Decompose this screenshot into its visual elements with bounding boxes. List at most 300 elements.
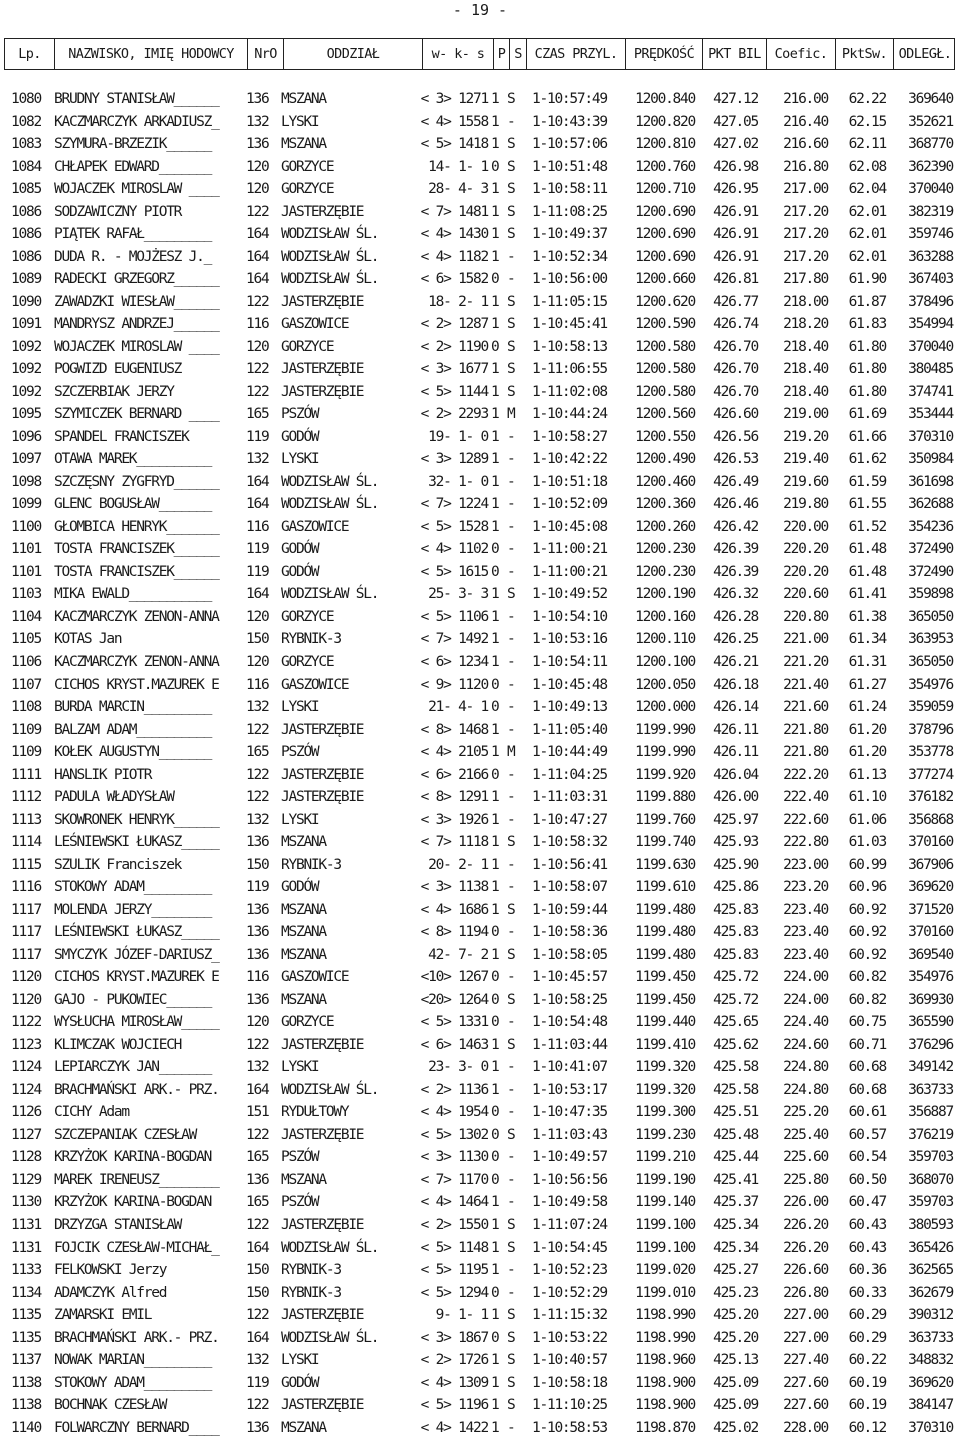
cell-bil: 426.28	[713, 608, 758, 625]
cell-p: 1	[491, 721, 499, 738]
cell-bil: 426.91	[713, 226, 758, 243]
cell-dist: 365426	[908, 1239, 953, 1256]
cell-time: 1-10:53:17	[532, 1081, 607, 1098]
cell-name: CICHOS KRYST.MAZUREK E	[54, 676, 219, 693]
cell-nro: 136	[246, 924, 269, 941]
cell-branch: MSZANA	[281, 834, 326, 851]
cell-bil: 425.20	[713, 1329, 758, 1346]
cell-wks: < 4> 1558	[420, 113, 488, 130]
cell-time: 1-10:56:56	[532, 1171, 607, 1188]
cell-wks: < 4> 1430	[420, 226, 488, 243]
cell-wks: 32- 1- 0	[428, 473, 488, 490]
cell-p: 1	[491, 1194, 499, 1211]
table-row	[0, 764, 960, 786]
table-row	[0, 178, 960, 200]
cell-bil: 425.48	[713, 1126, 758, 1143]
cell-bil: 425.44	[713, 1149, 758, 1166]
cell-bil: 425.72	[713, 969, 758, 986]
table-row	[0, 741, 960, 763]
cell-wks: < 5> 1331	[420, 1014, 488, 1031]
cell-branch: GASZOWICE	[281, 969, 349, 986]
cell-wks: < 5> 1195	[420, 1262, 488, 1279]
cell-speed: 1200.840	[635, 91, 695, 107]
cell-s: S	[507, 1126, 515, 1143]
table-row	[0, 651, 960, 673]
cell-name: WYSŁUCHA MIROSŁAW_____	[54, 1014, 219, 1031]
cell-time: 1-10:58:11	[532, 181, 607, 198]
cell-dist: 371520	[908, 901, 953, 918]
cell-lp: 1131	[11, 1239, 41, 1256]
cell-wks: < 2> 1726	[420, 1352, 488, 1369]
cell-s: -	[507, 631, 515, 648]
cell-p: 1	[491, 1059, 499, 1076]
cell-time: 1-11:07:24	[532, 1217, 607, 1233]
cell-dist: 370160	[908, 924, 953, 941]
cell-p: 0	[491, 338, 499, 355]
cell-nro: 136	[246, 834, 269, 851]
cell-nro: 165	[246, 1149, 269, 1166]
cell-wks: < 5> 1148	[420, 1239, 488, 1256]
cell-wks: <20> 1264	[420, 991, 488, 1008]
cell-nro: 122	[246, 789, 269, 806]
cell-branch: JASTERZĘBIE	[281, 789, 364, 806]
cell-lp: 1085	[11, 181, 41, 198]
cell-wks: < 6> 1234	[420, 654, 488, 670]
cell-wks: 14- 1- 1	[428, 158, 488, 175]
cell-lp: 1134	[11, 1284, 41, 1301]
cell-pktsw: 61.83	[848, 316, 886, 333]
cell-time: 1-10:44:49	[532, 744, 607, 761]
cell-lp: 1140	[11, 1419, 41, 1436]
cell-pktsw: 61.52	[848, 518, 886, 535]
table-row	[0, 1349, 960, 1371]
cell-speed: 1199.010	[635, 1284, 695, 1301]
table-row	[0, 1304, 960, 1326]
cell-p: 1	[491, 856, 499, 873]
cell-pktsw: 60.92	[848, 946, 886, 963]
cell-s: S	[507, 991, 515, 1008]
cell-time: 1-10:49:58	[532, 1194, 607, 1211]
cell-coef: 218.40	[783, 338, 828, 355]
cell-pktsw: 61.55	[848, 496, 886, 513]
cell-dist: 362679	[908, 1284, 953, 1301]
cell-time: 1-10:58:27	[532, 428, 607, 445]
cell-p: 0	[491, 563, 499, 580]
cell-dist: 372490	[908, 541, 953, 558]
cell-lp: 1117	[11, 901, 41, 918]
cell-time: 1-10:45:08	[532, 518, 607, 535]
cell-bil: 425.51	[713, 1104, 758, 1121]
cell-speed: 1200.620	[635, 293, 695, 310]
cell-nro: 164	[246, 473, 269, 490]
cell-lp: 1130	[11, 1194, 41, 1211]
cell-p: 1	[491, 744, 499, 761]
cell-name: SMYCZYK JÓZEF-DARIUSZ_	[54, 946, 219, 963]
cell-p: 0	[491, 541, 499, 558]
cell-name: SZYMURA-BRZEZIK______	[54, 136, 212, 153]
cell-nro: 116	[246, 969, 269, 986]
cell-nro: 165	[246, 406, 269, 423]
cell-branch: MSZANA	[281, 136, 326, 153]
cell-nro: 119	[246, 1374, 269, 1391]
cell-p: 0	[491, 1104, 499, 1121]
cell-coef: 226.00	[783, 1194, 828, 1211]
cell-s: S	[507, 158, 515, 175]
cell-bil: 425.02	[713, 1419, 758, 1436]
cell-speed: 1199.450	[635, 991, 695, 1008]
cell-wks: < 5> 1302	[420, 1126, 488, 1143]
cell-coef: 225.20	[783, 1104, 828, 1121]
cell-lp: 1126	[11, 1104, 41, 1121]
cell-p: 0	[491, 676, 499, 693]
cell-lp: 1086	[11, 226, 41, 243]
cell-bil: 425.09	[713, 1374, 758, 1391]
cell-speed: 1199.100	[635, 1239, 695, 1256]
cell-coef: 226.20	[783, 1239, 828, 1256]
cell-name: KACZMARCZYK ZENON-ANNA	[54, 608, 219, 625]
cell-nro: 164	[246, 248, 269, 265]
header-time: CZAS PRZYL.	[527, 39, 626, 69]
cell-nro: 116	[246, 518, 269, 535]
cell-s: -	[507, 1081, 515, 1098]
cell-bil: 425.65	[713, 1014, 758, 1031]
cell-branch: JASTERZĘBIE	[281, 721, 364, 738]
cell-lp: 1120	[11, 991, 41, 1008]
cell-s: S	[507, 226, 515, 243]
cell-coef: 217.20	[783, 203, 828, 220]
cell-p: 1	[491, 1081, 499, 1098]
cell-wks: < 5> 1418	[420, 136, 488, 153]
cell-s: -	[507, 1171, 515, 1188]
cell-pktsw: 60.29	[848, 1329, 886, 1346]
cell-lp: 1105	[11, 631, 41, 648]
cell-p: 1	[491, 811, 499, 828]
cell-branch: GORZYCE	[281, 654, 334, 670]
cell-wks: < 3> 1138	[420, 879, 488, 896]
cell-branch: MSZANA	[281, 1171, 326, 1188]
cell-s: S	[507, 338, 515, 355]
cell-bil: 426.21	[713, 654, 758, 670]
cell-name: KRZYŻOK KARINA-BOGDAN	[54, 1149, 212, 1166]
cell-dist: 363733	[908, 1081, 953, 1098]
cell-time: 1-10:42:22	[532, 451, 607, 468]
cell-time: 1-10:54:11	[532, 654, 607, 670]
cell-branch: JASTERZĘBIE	[281, 203, 364, 220]
cell-speed: 1200.230	[635, 563, 695, 580]
cell-name: POGWIZD EUGENIUSZ	[54, 361, 182, 378]
cell-branch: JASTERZĘBIE	[281, 1036, 364, 1053]
cell-p: 1	[491, 879, 499, 896]
header-p: P	[494, 39, 510, 69]
cell-time: 1-10:49:57	[532, 1149, 607, 1166]
cell-pktsw: 62.01	[848, 226, 886, 243]
cell-coef: 220.80	[783, 608, 828, 625]
cell-dist: 378496	[908, 293, 953, 310]
cell-p: 1	[491, 361, 499, 378]
cell-speed: 1199.440	[635, 1014, 695, 1031]
cell-time: 1-10:44:24	[532, 406, 607, 423]
cell-time: 1-11:00:21	[532, 563, 607, 580]
cell-time: 1-10:53:16	[532, 631, 607, 648]
cell-name: KLIMCZAK WOJCIECH	[54, 1036, 182, 1053]
cell-dist: 382319	[908, 203, 953, 220]
cell-dist: 374741	[908, 383, 953, 400]
cell-name: CHŁAPEK EDWARD_______	[54, 158, 212, 175]
cell-pktsw: 62.08	[848, 158, 886, 175]
cell-coef: 227.00	[783, 1307, 828, 1324]
cell-time: 1-11:03:44	[532, 1036, 607, 1053]
cell-wks: < 2> 2293	[420, 406, 488, 423]
cell-branch: GORZYCE	[281, 158, 334, 175]
cell-dist: 368770	[908, 136, 953, 153]
cell-bil: 426.53	[713, 451, 758, 468]
cell-p: 0	[491, 271, 499, 288]
cell-branch: WODZISŁAW ŚL.	[281, 473, 379, 490]
cell-branch: RYBNIK-3	[281, 631, 341, 648]
cell-name: DRZYZGA STANISŁAW	[54, 1217, 182, 1233]
table-row	[0, 246, 960, 268]
cell-branch: LYSKI	[281, 113, 319, 130]
cell-speed: 1199.300	[635, 1104, 695, 1121]
cell-time: 1-10:45:41	[532, 316, 607, 333]
cell-bil: 426.70	[713, 338, 758, 355]
cell-wks: < 4> 1464	[420, 1194, 488, 1211]
table-row	[0, 1124, 960, 1146]
cell-nro: 120	[246, 181, 269, 198]
table-row	[0, 1372, 960, 1394]
cell-lp: 1080	[11, 91, 41, 107]
cell-time: 1-10:58:53	[532, 1419, 607, 1436]
cell-coef: 219.80	[783, 496, 828, 513]
cell-lp: 1111	[11, 766, 41, 783]
cell-nro: 132	[246, 451, 269, 468]
header-lp: Lp.	[5, 39, 55, 69]
header-name: NAZWISKO, IMIĘ HODOWCY	[55, 39, 248, 69]
cell-nro: 136	[246, 991, 269, 1008]
cell-coef: 222.20	[783, 766, 828, 783]
table-row	[0, 538, 960, 560]
cell-pktsw: 61.87	[848, 293, 886, 310]
cell-name: BRACHMAŃSKI ARK.- PRZ.	[54, 1329, 219, 1346]
cell-nro: 164	[246, 226, 269, 243]
cell-s: S	[507, 1397, 515, 1414]
cell-time: 1-10:54:45	[532, 1239, 607, 1256]
cell-speed: 1198.960	[635, 1352, 695, 1369]
cell-name: WOJACZEK MIROSLAW ____	[54, 338, 219, 355]
cell-speed: 1199.610	[635, 879, 695, 896]
cell-s: M	[507, 406, 515, 423]
cell-coef: 226.60	[783, 1262, 828, 1279]
cell-wks: 25- 3- 3	[428, 586, 488, 603]
header-dist: ODLEGŁ.	[898, 46, 952, 62]
cell-time: 1-10:49:52	[532, 586, 607, 603]
cell-branch: WODZISŁAW ŚL.	[281, 496, 379, 513]
cell-branch: WODZISŁAW ŚL.	[281, 1329, 379, 1346]
cell-speed: 1200.580	[635, 383, 695, 400]
cell-dist: 367906	[908, 856, 953, 873]
cell-coef: 227.60	[783, 1397, 828, 1414]
cell-name: RADECKI GRZEGORZ______	[54, 271, 219, 288]
cell-bil: 426.56	[713, 428, 758, 445]
cell-lp: 1107	[11, 676, 41, 693]
cell-dist: 370040	[908, 181, 953, 198]
cell-nro: 164	[246, 496, 269, 513]
cell-p: 1	[491, 1352, 499, 1369]
cell-pktsw: 60.68	[848, 1081, 886, 1098]
cell-name: FOLWARCZNY BERNARD____	[54, 1419, 219, 1436]
cell-s: S	[507, 361, 515, 378]
cell-s: -	[507, 496, 515, 513]
cell-name: KRZYŻOK KARINA-BOGDAN	[54, 1194, 212, 1211]
table-row	[0, 831, 960, 853]
cell-coef: 217.00	[783, 181, 828, 198]
cell-wks: 19- 1- 0	[428, 428, 488, 445]
table-row	[0, 1079, 960, 1101]
cell-nro: 132	[246, 1059, 269, 1076]
cell-coef: 218.20	[783, 316, 828, 333]
cell-speed: 1199.990	[635, 744, 695, 761]
cell-bil: 426.70	[713, 383, 758, 400]
cell-pktsw: 61.59	[848, 473, 886, 490]
cell-s: -	[507, 856, 515, 873]
cell-s: S	[507, 901, 515, 918]
cell-pktsw: 61.62	[848, 451, 886, 468]
cell-dist: 356868	[908, 811, 953, 828]
cell-dist: 365050	[908, 654, 953, 670]
cell-p: 1	[491, 91, 499, 107]
cell-time: 1-10:43:39	[532, 113, 607, 130]
cell-time: 1-10:58:36	[532, 924, 607, 941]
cell-speed: 1200.560	[635, 406, 695, 423]
cell-lp: 1109	[11, 744, 41, 761]
cell-dist: 354976	[908, 676, 953, 693]
table-row	[0, 1237, 960, 1259]
cell-s: -	[507, 699, 515, 716]
cell-coef: 217.80	[783, 271, 828, 288]
cell-speed: 1200.660	[635, 271, 695, 288]
cell-branch: MSZANA	[281, 901, 326, 918]
cell-dist: 369540	[908, 946, 953, 963]
cell-s: S	[507, 181, 515, 198]
cell-coef: 216.00	[783, 91, 828, 107]
cell-s: -	[507, 541, 515, 558]
table-row	[0, 674, 960, 696]
cell-speed: 1200.490	[635, 451, 695, 468]
cell-nro: 119	[246, 428, 269, 445]
cell-bil: 425.23	[713, 1284, 758, 1301]
table-row	[0, 133, 960, 155]
table-row	[0, 1191, 960, 1213]
cell-dist: 390312	[908, 1307, 953, 1324]
table-row	[0, 336, 960, 358]
cell-time: 1-10:41:07	[532, 1059, 607, 1076]
cell-lp: 1086	[11, 248, 41, 265]
cell-speed: 1199.740	[635, 834, 695, 851]
cell-name: MANDRYSZ ANDRZEJ______	[54, 316, 219, 333]
cell-dist: 362688	[908, 496, 953, 513]
cell-s: S	[507, 136, 515, 153]
cell-speed: 1199.210	[635, 1149, 695, 1166]
cell-bil: 426.25	[713, 631, 758, 648]
cell-bil: 425.58	[713, 1081, 758, 1098]
cell-coef: 219.40	[783, 451, 828, 468]
cell-wks: < 6> 1582	[420, 271, 488, 288]
cell-speed: 1199.990	[635, 721, 695, 738]
cell-name: LEŚNIEWSKI ŁUKASZ_____	[54, 834, 219, 851]
cell-nro: 164	[246, 271, 269, 288]
cell-speed: 1200.260	[635, 518, 695, 535]
cell-wks: < 2> 1550	[420, 1217, 488, 1233]
cell-pktsw: 61.03	[848, 834, 886, 851]
table-row	[0, 358, 960, 380]
cell-branch: GORZYCE	[281, 1014, 334, 1031]
cell-lp: 1099	[11, 496, 41, 513]
table-row	[0, 111, 960, 133]
cell-p: 1	[491, 608, 499, 625]
cell-s: -	[507, 811, 515, 828]
cell-time: 1-11:04:25	[532, 766, 607, 783]
cell-branch: RYBNIK-3	[281, 1284, 341, 1301]
cell-pktsw: 60.92	[848, 901, 886, 918]
cell-pktsw: 60.12	[848, 1419, 886, 1436]
cell-s: -	[507, 473, 515, 490]
table-row	[0, 966, 960, 988]
cell-bil: 426.81	[713, 271, 758, 288]
cell-time: 1-10:53:22	[532, 1329, 607, 1346]
cell-branch: GASZOWICE	[281, 316, 349, 333]
cell-lp: 1090	[11, 293, 41, 310]
table-row	[0, 921, 960, 943]
cell-dist: 378796	[908, 721, 953, 738]
cell-speed: 1200.710	[635, 181, 695, 198]
cell-time: 1-10:47:35	[532, 1104, 607, 1121]
cell-name: LEPIARCZYK JAN_______	[54, 1059, 212, 1076]
cell-time: 1-10:59:44	[532, 901, 607, 918]
cell-name: KACZMARCZYK ARKADIUSZ_	[54, 113, 219, 130]
cell-pktsw: 62.11	[848, 136, 886, 153]
cell-pktsw: 60.29	[848, 1307, 886, 1324]
cell-dist: 369640	[908, 91, 953, 107]
cell-dist: 359059	[908, 699, 953, 716]
cell-time: 1-10:45:48	[532, 676, 607, 693]
cell-name: FOJCIK CZESŁAW-MICHAŁ_	[54, 1239, 219, 1256]
cell-wks: 21- 4- 1	[428, 699, 488, 716]
cell-bil: 425.83	[713, 901, 758, 918]
cell-bil: 426.60	[713, 406, 758, 423]
cell-bil: 426.98	[713, 158, 758, 175]
cell-lp: 1101	[11, 563, 41, 580]
cell-p: 1	[491, 451, 499, 468]
cell-p: 0	[491, 924, 499, 941]
cell-lp: 1133	[11, 1262, 41, 1279]
cell-nro: 122	[246, 1036, 269, 1053]
cell-time: 1-10:58:32	[532, 834, 607, 851]
cell-dist: 365050	[908, 608, 953, 625]
table-row	[0, 583, 960, 605]
cell-speed: 1200.100	[635, 654, 695, 670]
cell-s: -	[507, 1284, 515, 1301]
cell-s: S	[507, 1374, 515, 1391]
cell-pktsw: 61.13	[848, 766, 886, 783]
table-row	[0, 944, 960, 966]
table-row	[0, 1011, 960, 1033]
cell-coef: 220.60	[783, 586, 828, 603]
cell-s: -	[507, 1194, 515, 1211]
cell-bil: 426.00	[713, 789, 758, 806]
cell-nro: 120	[246, 654, 269, 670]
cell-nro: 150	[246, 631, 269, 648]
cell-lp: 1109	[11, 721, 41, 738]
